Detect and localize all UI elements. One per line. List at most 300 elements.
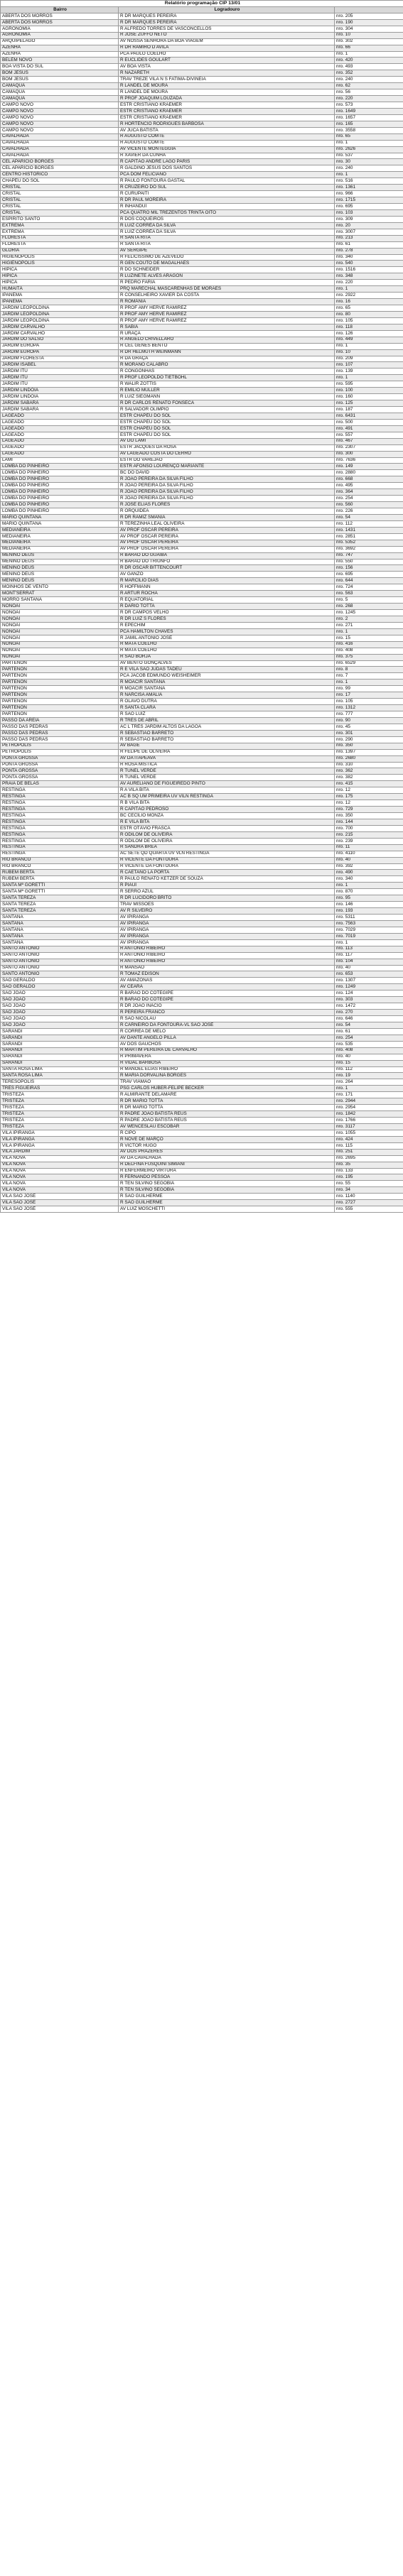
table-row [1, 1022, 403, 1028]
table-row [1, 457, 403, 464]
cell-bairro: VILA SÃO JOSÉ [1, 1194, 119, 1200]
table-row [1, 293, 403, 299]
table-row [1, 483, 403, 489]
cell-numero: nro. 362 [335, 768, 403, 775]
table-row [1, 844, 403, 851]
table-row [1, 1149, 403, 1155]
cell-bairro: CAVALHADA [1, 140, 119, 146]
table-row [1, 229, 403, 235]
cell-numero: nro. 555 [335, 1206, 403, 1213]
cell-logradouro: R WALIR ZOTTIS [119, 381, 335, 388]
table-row [1, 831, 403, 838]
cell-bairro: AZENHA [1, 51, 119, 58]
table-row [1, 902, 403, 908]
cell-logradouro: R PADRE JOÃO BATISTA REUS [119, 1118, 335, 1124]
cell-numero: nro. 1245 [335, 610, 403, 616]
cell-numero: nro. 62 [335, 83, 403, 89]
cell-bairro: PARTENON [1, 660, 119, 667]
cell-numero: nro. 2 [335, 616, 403, 622]
table-row [1, 108, 403, 114]
table-row [1, 133, 403, 140]
cell-bairro: CAMAQUÃ [1, 89, 119, 96]
cell-bairro: BOM JESUS [1, 77, 119, 83]
cell-logradouro: AV IPIRANGA [119, 933, 335, 939]
table-row [1, 146, 403, 153]
cell-numero: nro. 15 [335, 635, 403, 641]
table-row [1, 736, 403, 743]
table-row [1, 83, 403, 89]
cell-logradouro: ESTR CHAPÉU DO SOL [119, 419, 335, 425]
table-row [1, 1181, 403, 1187]
table-row [1, 261, 403, 267]
table-row [1, 984, 403, 990]
table-row [1, 870, 403, 876]
cell-bairro: SÃO JOÃO [1, 997, 119, 1003]
cell-numero: nro. 240 [335, 165, 403, 172]
cell-logradouro: PSG CARLOS HUBER-FELIPE BECKER [119, 1086, 335, 1092]
cell-logradouro: R VIDAL BARBOSA [119, 1060, 335, 1066]
cell-numero: nro. 2851 [335, 533, 403, 540]
table-row [1, 159, 403, 165]
cell-bairro: CAMPO NOVO [1, 114, 119, 121]
table-row [1, 851, 403, 857]
table-row [1, 305, 403, 312]
cell-bairro: JARDIM FLORESTA [1, 356, 119, 362]
table-row [1, 407, 403, 413]
cell-logradouro: AV PROF OSCAR PEREIRA [119, 540, 335, 546]
cell-numero: nro. 557 [335, 432, 403, 438]
cell-logradouro: ESTR CHAPÉU DO SOL [119, 413, 335, 419]
cell-numero: nro. 5311 [335, 915, 403, 921]
cell-bairro: TRISTEZA [1, 1123, 119, 1130]
cell-logradouro: R EQUATORIAL [119, 597, 335, 604]
cell-numero: nro. 668 [335, 476, 403, 483]
table-row [1, 248, 403, 254]
cell-bairro: TRÊS FIGUEIRAS [1, 1086, 119, 1092]
table-row [1, 1118, 403, 1124]
cell-logradouro: R PROF AMY HERVÉ RAMIREZ [119, 311, 335, 317]
cell-numero: nro. 2680 [335, 755, 403, 762]
table-row [1, 514, 403, 520]
cell-bairro: RIO BRANCO [1, 857, 119, 863]
cell-numero: nro. 449 [335, 337, 403, 343]
table-row [1, 990, 403, 997]
cell-numero: nro. 5 [335, 597, 403, 604]
cell-numero: nro. 573 [335, 102, 403, 109]
cell-logradouro: R SEBASTIÃO BARRETO [119, 730, 335, 736]
table-row [1, 591, 403, 597]
table-row [1, 971, 403, 978]
cell-bairro: RUBEM BERTA [1, 870, 119, 876]
cell-numero: nro. 66 [335, 45, 403, 51]
cell-bairro: NONOAI [1, 641, 119, 648]
cell-logradouro: R BARÃO DO GUAÍBA [119, 552, 335, 559]
table-row [1, 628, 403, 635]
cell-numero: nro. 54 [335, 514, 403, 520]
cell-logradouro: R BARÃO DO COTEGIPE [119, 997, 335, 1003]
table-row [1, 273, 403, 280]
cell-bairro: TRISTEZA [1, 1092, 119, 1098]
cell-bairro: JARDIM EUROPA [1, 349, 119, 356]
cell-numero: nro. 146 [335, 902, 403, 908]
cell-bairro: SANTANA [1, 915, 119, 921]
cell-logradouro: R PAULO FONTOURA GASTAL [119, 178, 335, 185]
table-row [1, 978, 403, 984]
table-body [1, 13, 403, 1212]
cell-numero: nro. 1 [335, 375, 403, 381]
table-row [1, 686, 403, 692]
cell-logradouro: R CONGONHAS [119, 369, 335, 375]
table-row [1, 121, 403, 127]
table-row [1, 369, 403, 375]
cell-numero: nro. 35 [335, 1162, 403, 1168]
cell-numero: nro. 56 [335, 89, 403, 96]
cell-bairro: TRISTEZA [1, 1105, 119, 1111]
table-row [1, 1060, 403, 1066]
cell-numero: nro. 516 [335, 178, 403, 185]
cell-bairro: CAMAQUÃ [1, 96, 119, 102]
cell-numero: nro. 424 [335, 1136, 403, 1142]
cell-logradouro: R LANDEL DE MOURA [119, 83, 335, 89]
table-row [1, 77, 403, 83]
cell-bairro: JARDIM LINDÓIA [1, 388, 119, 394]
table-row [1, 781, 403, 787]
cell-bairro: SANTO ANTÔNIO [1, 971, 119, 978]
cell-logradouro: R DR HELMUTH WEINMANN [119, 349, 335, 356]
cell-bairro: PRAIA DE BELAS [1, 781, 119, 787]
cell-bairro: SÃO GERALDO [1, 978, 119, 984]
cell-logradouro: R XAVIER DA CUNHA [119, 153, 335, 159]
cell-bairro: SANTA Mª GORETTI [1, 883, 119, 889]
cell-numero: nro. 1307 [335, 978, 403, 984]
cell-bairro: PETRÓPOLIS [1, 743, 119, 749]
cell-logradouro: R SÃO LUIZ [119, 711, 335, 718]
cell-bairro: RESTINGA [1, 844, 119, 851]
table-row [1, 489, 403, 496]
cell-bairro: IPANEMA [1, 293, 119, 299]
cell-numero: nro. 340 [335, 254, 403, 261]
cell-numero: nro. 653 [335, 971, 403, 978]
table-row [1, 648, 403, 654]
cell-numero: nro. 187 [335, 407, 403, 413]
cell-bairro: SÃO JOÃO [1, 1022, 119, 1028]
table-row [1, 1162, 403, 1168]
cell-numero: nro. 144 [335, 819, 403, 825]
cell-bairro: AGRONOMIA [1, 32, 119, 38]
table-row [1, 1206, 403, 1213]
cell-numero: nro. 5352 [335, 540, 403, 546]
cell-numero: nro. 160 [335, 394, 403, 400]
table-row [1, 1098, 403, 1105]
cell-bairro: MÁRIO QUINTANA [1, 520, 119, 527]
cell-logradouro: AV BOA VISTA [119, 64, 335, 70]
cell-numero: nro. 6529 [335, 660, 403, 667]
cell-bairro: VILA NOVA [1, 1181, 119, 1187]
table-row [1, 908, 403, 915]
cell-logradouro: R JOÃO PEREIRA DA SILVA FILHO [119, 496, 335, 502]
table-row [1, 838, 403, 844]
cell-bairro: LAGEADO [1, 413, 119, 419]
cell-bairro: JARDIM LINDÓIA [1, 394, 119, 400]
table-row [1, 1136, 403, 1142]
cell-logradouro: R JOÃO PEREIRA DA SILVA FILHO [119, 476, 335, 483]
cell-logradouro: R SANTA CLARA [119, 705, 335, 711]
table-row [1, 1079, 403, 1086]
cell-logradouro: R DR LUCIDORO BRITO [119, 895, 335, 902]
cell-numero: nro. 493 [335, 64, 403, 70]
cell-numero: nro. 240 [335, 77, 403, 83]
table-row [1, 26, 403, 32]
cell-bairro: AGRONOMIA [1, 26, 119, 32]
cell-numero: nro. 1 [335, 883, 403, 889]
cell-bairro: RESTINGA [1, 831, 119, 838]
cell-logradouro: R TRÊS DE ABRIL [119, 717, 335, 724]
cell-numero: nro. 646 [335, 1016, 403, 1022]
cell-numero: nro. 550 [335, 559, 403, 565]
cell-numero: nro. 777 [335, 711, 403, 718]
cell-numero: nro. 2880 [335, 470, 403, 476]
cell-logradouro: R ODILOM DE OLIVEIRA [119, 838, 335, 844]
cell-bairro: FLORESTA [1, 241, 119, 248]
cell-bairro: LAGEADO [1, 451, 119, 457]
cell-numero: nro. 278 [335, 248, 403, 254]
cell-logradouro: ESTR CRISTIANO KRAEMER [119, 114, 335, 121]
cell-numero: nro. 1715 [335, 197, 403, 204]
table-row [1, 946, 403, 952]
cell-bairro: MEDIANEIRA [1, 546, 119, 552]
table-row [1, 660, 403, 667]
table-row [1, 635, 403, 641]
cell-logradouro: ESTR AFONSO LOURENÇO MARIANTE [119, 464, 335, 470]
cell-logradouro: PCA QUATRO MIL TREZENTOS TRINTA OITO [119, 209, 335, 216]
cell-numero: nro. 1 [335, 343, 403, 349]
cell-bairro: NONOAI [1, 648, 119, 654]
cell-logradouro: R AUGUSTO COMTE [119, 133, 335, 140]
cell-logradouro: R SANDRA BREA [119, 844, 335, 851]
cell-bairro: SANTA ROSA LIMA [1, 1066, 119, 1073]
table-row [1, 209, 403, 216]
cell-bairro: PARTENON [1, 680, 119, 686]
cell-logradouro: R SALVADOR OLIMPIO [119, 407, 335, 413]
table-row [1, 1194, 403, 1200]
cell-logradouro: R CRUZEIRO DO SUL [119, 185, 335, 191]
cell-numero: nro. 124 [335, 990, 403, 997]
cell-logradouro: R LUIZ SIEGMANN [119, 394, 335, 400]
cell-bairro: JARDIM CARVALHO [1, 330, 119, 337]
cell-numero: nro. 10 [335, 349, 403, 356]
cell-bairro: VILA NOVA [1, 1155, 119, 1162]
cell-bairro: VILA SÃO JOSÉ [1, 1200, 119, 1206]
cell-numero: nro. 290 [335, 736, 403, 743]
cell-numero: nro. 90 [335, 717, 403, 724]
cell-logradouro: AV IPIRANGA [119, 927, 335, 933]
cell-numero: nro. 420 [335, 58, 403, 64]
cell-numero: nro. 15 [335, 1060, 403, 1066]
table-row [1, 775, 403, 781]
cell-numero: nro. 1 [335, 939, 403, 946]
table-row [1, 89, 403, 96]
cell-numero: nro. 495 [335, 483, 403, 489]
cell-bairro: SANTA TEREZA [1, 895, 119, 902]
table-row [1, 546, 403, 552]
cell-bairro: CRISTAL [1, 197, 119, 204]
cell-bairro: PONTA GROSSA [1, 755, 119, 762]
cell-bairro: NONOAI [1, 628, 119, 635]
cell-numero: nro. 112 [335, 520, 403, 527]
cell-numero: nro. 729 [335, 807, 403, 813]
cell-numero: nro. 107 [335, 362, 403, 369]
table-row [1, 356, 403, 362]
table-row [1, 641, 403, 648]
table-row [1, 470, 403, 476]
table-row [1, 959, 403, 965]
cell-bairro: PONTA GROSSA [1, 768, 119, 775]
cell-logradouro: R B VILA BITA [119, 800, 335, 807]
cell-logradouro: AV JUCA BATISTA [119, 127, 335, 133]
cell-bairro: JARDIM CARVALHO [1, 324, 119, 330]
cell-logradouro: R PROF LEOPOLDO TIETBOHL [119, 375, 335, 381]
cell-logradouro: R LUZINETE ALVES ARAGON [119, 273, 335, 280]
cell-numero: nro. 7029 [335, 927, 403, 933]
cell-numero: nro. 595 [335, 381, 403, 388]
table-row [1, 216, 403, 222]
table-row [1, 1003, 403, 1010]
cell-bairro: RESTINGA [1, 851, 119, 857]
cell-logradouro: R LUIZ CORRÊA DA SILVA [119, 222, 335, 229]
table-row [1, 1105, 403, 1111]
cell-bairro: TRISTEZA [1, 1118, 119, 1124]
cell-bairro: FLORESTA [1, 235, 119, 241]
cell-logradouro: AV BENTO GONÇALVES [119, 660, 335, 667]
cell-numero: nro. 20 [335, 222, 403, 229]
cell-logradouro: R ANTÔNIO RIBEIRO [119, 959, 335, 965]
cell-bairro: SANTO ANTÔNIO [1, 959, 119, 965]
cell-logradouro: R GALDINO JESUS DOS SANTOS [119, 165, 335, 172]
cell-numero: nro. 7636 [335, 457, 403, 464]
cell-numero: nro. 220 [335, 96, 403, 102]
cell-logradouro: AV VICENTE MONTEGGIA [119, 146, 335, 153]
cell-logradouro: AV PROF OSCAR PEREIRA [119, 533, 335, 540]
cell-logradouro: R TOMAZ EDISON [119, 971, 335, 978]
cell-logradouro: R CEL GENES BENTO [119, 343, 335, 349]
cell-logradouro: ESTR CHAPÉU DO SOL [119, 432, 335, 438]
cell-bairro: SÃO JOÃO [1, 1016, 119, 1022]
cell-logradouro: R TÚNEL VERDE [119, 775, 335, 781]
cell-bairro: SANTO ANTÔNIO [1, 946, 119, 952]
cell-bairro: PETRÓPOLIS [1, 749, 119, 755]
table-row [1, 667, 403, 673]
cell-logradouro: TRAV TREZE VILA N S FATIMA-DIVINEIA [119, 77, 335, 83]
cell-bairro: HÍPICA [1, 267, 119, 273]
cell-bairro: HÍPICA [1, 280, 119, 286]
table-row [1, 127, 403, 133]
cell-bairro: SANTA TEREZA [1, 902, 119, 908]
cell-logradouro: R DR CARLOS RENATO FONSECA [119, 400, 335, 407]
cell-bairro: CRISTAL [1, 209, 119, 216]
cell-numero: nro. 535 [335, 1041, 403, 1047]
cell-bairro: HÍPICA [1, 273, 119, 280]
cell-logradouro: R MANOEL ELIAS RIBEIRO [119, 1066, 335, 1073]
table-row [1, 768, 403, 775]
cell-logradouro: R ODILOM DE OLIVEIRA [119, 831, 335, 838]
cell-bairro: CRISTAL [1, 204, 119, 210]
cell-bairro: RIO BRANCO [1, 863, 119, 870]
cell-numero: nro. 80 [335, 311, 403, 317]
table-row [1, 717, 403, 724]
cell-numero: nro. 301 [335, 730, 403, 736]
cell-logradouro: R MOACIR SANTANA [119, 686, 335, 692]
table-row [1, 883, 403, 889]
cell-numero: nro. 95 [335, 895, 403, 902]
cell-bairro: PARTENON [1, 667, 119, 673]
cell-numero: nro. 2954 [335, 1105, 403, 1111]
cell-logradouro: R DA GRAÇA [119, 356, 335, 362]
report-title: Relatório programação CIP 13/01 [1, 1, 403, 7]
table-row [1, 267, 403, 273]
cell-logradouro: R NOVE DE MARÇO [119, 1136, 335, 1142]
cell-bairro: LOMBA DO PINHEIRO [1, 496, 119, 502]
cell-numero: nro. 205 [335, 13, 403, 19]
cell-numero: nro. 105 [335, 699, 403, 705]
cell-bairro: PASSO DAS PEDRAS [1, 730, 119, 736]
cell-logradouro: R SÃO NICOLAU [119, 1016, 335, 1022]
cell-bairro: ABERTA DOS MORROS [1, 13, 119, 19]
cell-bairro: AZENHA [1, 45, 119, 51]
cell-logradouro: ESTR CRISTIANO KRAEMER [119, 108, 335, 114]
table-row [1, 711, 403, 718]
cell-bairro: CENTRO HISTÓRICO [1, 172, 119, 178]
cell-numero: nro. 1312 [335, 705, 403, 711]
cell-bairro: PASSO DAS PEDRAS [1, 736, 119, 743]
cell-bairro: NONOAI [1, 616, 119, 622]
table-row [1, 1092, 403, 1098]
cell-bairro: IPANEMA [1, 299, 119, 305]
cell-numero: nro. 1657 [335, 114, 403, 121]
table-row [1, 204, 403, 210]
cell-bairro: VILA NOVA [1, 1162, 119, 1168]
cell-bairro: LOMBA DO PINHEIRO [1, 470, 119, 476]
cell-bairro: CAMPO NOVO [1, 108, 119, 114]
table-row [1, 520, 403, 527]
table-row [1, 425, 403, 432]
table-row [1, 1174, 403, 1181]
table-row [1, 749, 403, 755]
cell-numero: nro. 1 [335, 172, 403, 178]
cell-logradouro: AV PROF OSCAR PEREIRA [119, 527, 335, 533]
cell-numero: nro. 2626 [335, 146, 403, 153]
cell-bairro: LAGEADO [1, 419, 119, 425]
cell-numero: nro. 1766 [335, 1118, 403, 1124]
table-row [1, 813, 403, 819]
cell-numero: nro. 695 [335, 572, 403, 578]
cell-logradouro: AV LUIZ MOSCHETTI [119, 1206, 335, 1213]
cell-logradouro: R MORANO CALABRO [119, 362, 335, 369]
cell-numero: nro. 156 [335, 565, 403, 572]
cell-numero: nro. 747 [335, 552, 403, 559]
cell-logradouro: AV AMAZONAS [119, 978, 335, 984]
cell-numero: nro. 695 [335, 204, 403, 210]
table-row [1, 699, 403, 705]
table-row [1, 222, 403, 229]
cell-numero: nro. 8 [335, 667, 403, 673]
cell-numero: nro. 11 [335, 844, 403, 851]
cell-logradouro: R VICTOR HUGO [119, 1142, 335, 1149]
cell-logradouro: R GEN COUTO DE MAGALHÃES [119, 261, 335, 267]
table-row [1, 330, 403, 337]
table-row [1, 584, 403, 591]
table-row [1, 533, 403, 540]
table-row [1, 444, 403, 451]
